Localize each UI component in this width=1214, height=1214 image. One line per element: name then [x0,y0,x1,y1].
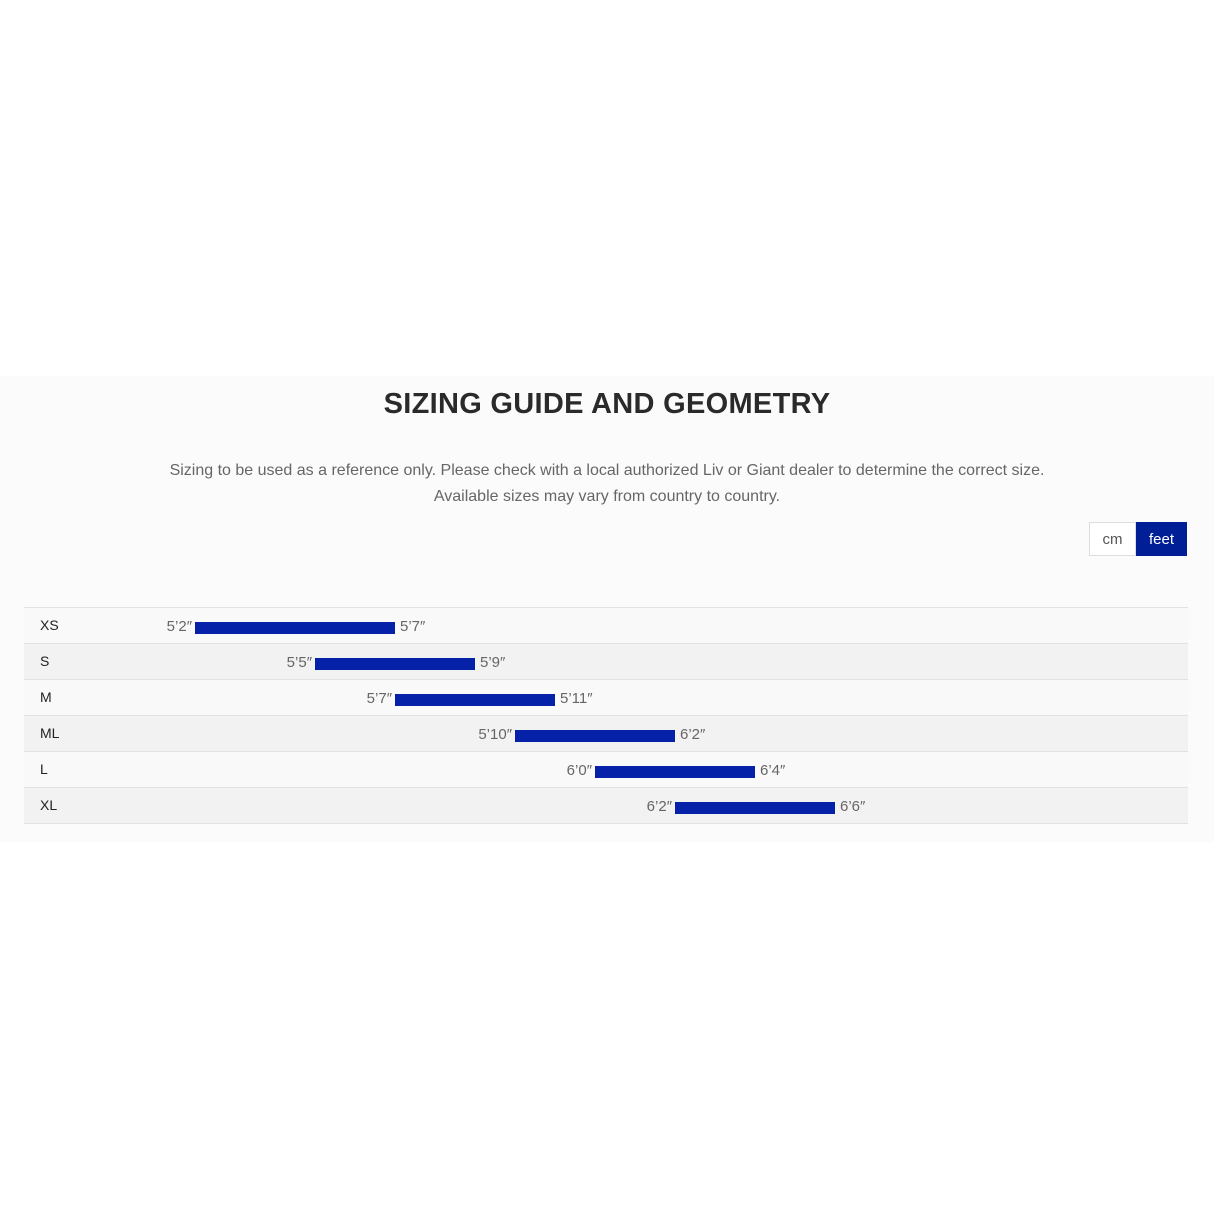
sizing-note-line-1: Sizing to be used as a reference only. Please check with a local authorized Liv or Giant dealer to determine the correct size. [169,462,1045,479]
height-range-bar [675,802,835,814]
unit-toggle [1089,522,1187,556]
size-label: XL [40,797,58,813]
height-range-bar [595,766,755,778]
size-row [24,752,1188,788]
size-row [24,716,1188,752]
min-height-label: 5’7″ [366,690,392,707]
unit-cm-button[interactable]: cm [1089,522,1136,556]
max-height-label: 5’7″ [400,618,426,635]
size-label: S [40,653,50,669]
size-label: XS [40,617,59,633]
sizing-note-line-2: Available sizes may vary from country to country. [433,488,781,505]
max-height-label: 5’9″ [480,654,506,671]
max-height-label: 5’11″ [560,690,593,707]
min-height-label: 6’0″ [566,762,592,779]
min-height-label: 5’5″ [286,654,312,671]
size-row [24,644,1188,680]
height-range-bar [515,730,675,742]
height-range-bar [195,622,395,634]
size-chart [24,607,1188,824]
size-label: ML [40,725,60,741]
unit-feet-button[interactable]: feet [1136,522,1187,556]
size-row [24,608,1188,644]
max-height-label: 6’4″ [760,762,786,779]
min-height-label: 5’2″ [166,618,192,635]
size-label: L [40,761,48,777]
max-height-label: 6’6″ [840,798,866,815]
height-range-bar [315,658,475,670]
min-height-label: 5’10″ [478,726,512,743]
max-height-label: 6’2″ [680,726,706,743]
size-row [24,788,1188,824]
size-label: M [40,689,52,705]
size-row [24,680,1188,716]
page-title: SIZING GUIDE AND GEOMETRY [383,388,831,420]
height-range-bar [395,694,555,706]
min-height-label: 6’2″ [646,798,672,815]
